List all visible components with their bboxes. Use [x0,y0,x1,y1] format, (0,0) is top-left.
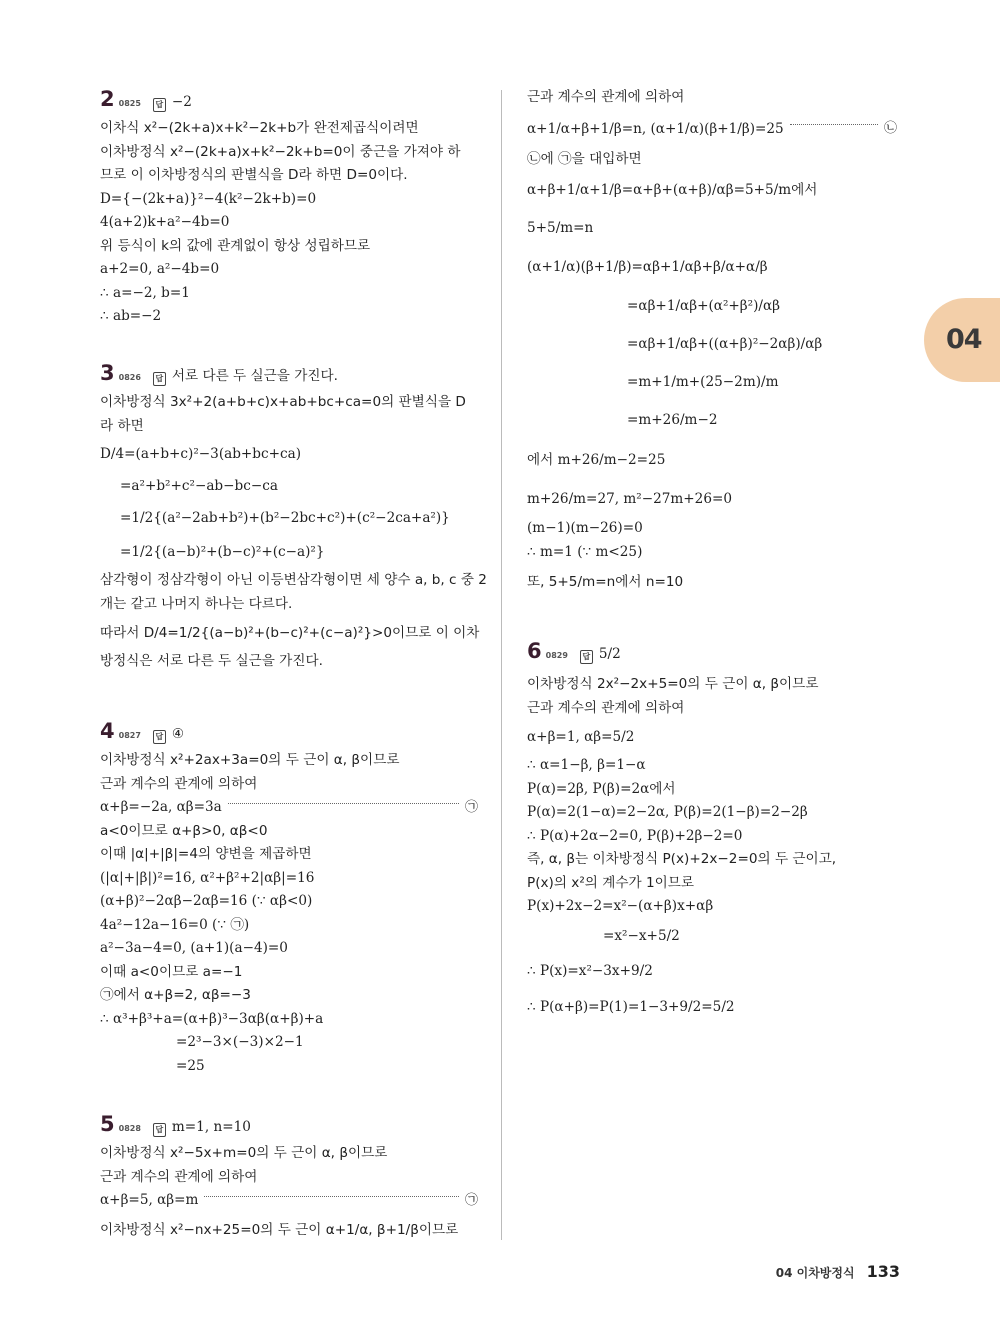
problem-code: 0826 [118,373,141,382]
problem-5-header [100,1111,478,1142]
equation: α+1/α+β+1/β=n, (α+1/α)(β+1/β)=25 [527,120,784,137]
solution-line: 이차방정식 2x²−2x+5=0의 두 근이 α, β이므로 [527,676,819,692]
answer-value: 서로 다른 두 실근을 가진다. [171,368,338,384]
problem-number: 5 [100,1112,115,1136]
solution-line: ∴ ab=−2 [100,308,162,324]
solution-line: D={−(2k+a)}²−4(k²−2k+b)=0 [100,190,317,207]
dot-leader [204,1196,459,1197]
problem-5 [100,1111,478,1247]
problem-code: 0828 [118,1124,141,1133]
solution-line: 위 등식이 k의 값에 관계없이 항상 성립하므로 [100,237,371,254]
solution-line: 개는 같고 나머지 하나는 다르다. [100,595,293,612]
answer-icon: 답 [153,730,166,744]
footer-chapter-title: 04 이차방정식 [775,1266,855,1280]
problem-4 [100,718,478,1078]
solution-line: P(α)=2β, P(β)=2α에서 [527,780,676,797]
solution-line: 이차방정식 x²−5x+m=0의 두 근이 α, β이므로 [100,1145,388,1161]
solution-line: α+β=1, αβ=5/2 [527,729,635,745]
chapter-tab [924,298,1000,382]
equation-marker: ㉡ [883,120,897,136]
solution-line: (α+β)²−2αβ−2αβ=16 (∵ αβ<0) [100,893,313,909]
solution-line: 근과 계수의 관계에 의하여 [100,775,258,792]
solution-line: =2³−3×(−3)×2−1 [176,1034,304,1050]
solution-line: =1/2{(a−b)²+(b−c)²+(c−a)²} [120,544,325,560]
equation: α+β=5, αβ=m [100,1192,199,1208]
solution-line: 이차방정식 3x²+2(a+b+c)x+ab+bc+ca=0의 판별식을 D [100,394,466,410]
problem-6 [527,634,897,1025]
solution-line: P(α)=2(1−α)=2−2α, P(β)=2(1−β)=2−2β [527,804,808,820]
page-number: 133 [866,1262,900,1281]
problem-number: 2 [100,87,115,111]
dot-leader [790,124,878,125]
solution-line: a+2=0, a²−4b=0 [100,261,220,277]
solution-line-marked [100,1189,478,1213]
solution-line: α+β+1/α+1/β=α+β+(α+β)/αβ=5+5/m에서 [527,182,818,198]
problem-code: 0827 [118,731,141,740]
solution-line: 방정식은 서로 다른 두 실근을 가진다. [100,653,323,669]
solution-line: 5+5/m=n [527,220,594,236]
solution-line: a²−3a−4=0, (a+1)(a−4)=0 [100,940,288,956]
column-divider [501,90,502,1240]
solution-line: ∴ α³+β³+a=(α+β)³−3αβ(α+β)+a [100,1010,324,1027]
solution-line: 즉, α, β는 이차방정식 P(x)+2x−2=0의 두 근이고, [527,851,837,867]
problem-5-continued [527,86,897,600]
equation-marker: ㉠ [464,1193,478,1208]
problem-code: 0829 [545,651,568,660]
solution-line: ㉡에 ㉠을 대입하면 [527,150,642,167]
solution-line: 삼각형이 정삼각형이 아닌 이등변삼각형이면 세 양수 a, b, c 중 2 [100,572,487,588]
solution-line: 4(a+2)k+a²−4b=0 [100,214,230,230]
solution-line: 라 하면 [100,417,144,434]
solution-line: 므로 이 이차방정식의 판별식을 D라 하면 D=0이다. [100,167,408,183]
answer-icon: 답 [153,1123,166,1137]
problem-3-header [100,360,478,391]
answer-icon: 답 [153,372,166,386]
solution-line: 근과 계수의 관계에 의하여 [100,1168,258,1185]
solution-line: 4a²−12a−16=0 (∵ ㉠) [100,916,250,933]
solution-line: =25 [176,1057,205,1074]
solution-line: (m−1)(m−26)=0 [527,520,643,536]
solution-line: 또, 5+5/m=n에서 n=10 [527,574,684,590]
solution-line: P(x)의 x²의 계수가 1이므로 [527,874,695,891]
solution-line: 이차식 x²−(2k+a)x+k²−2k+b가 완전제곱식이려면 [100,120,419,136]
solution-line: 이차방정식 x²−(2k+a)x+k²−2k+b=0이 중근을 가져야 하 [100,143,461,160]
answer-icon: 답 [580,650,593,664]
solution-line: a<0이므로 α+β>0, αβ<0 [100,822,268,839]
solution-line: (|α|+|β|)²=16, α²+β²+2|αβ|=16 [100,869,315,886]
solution-line: D/4=(a+b+c)²−3(ab+bc+ca) [100,446,302,462]
solution-line: ∴ P(α)+2α−2=0, P(β)+2β−2=0 [527,827,743,844]
solution-line: =x²−x+5/2 [603,927,680,944]
solution-line: ∴ a=−2, b=1 [100,284,190,301]
solution-line: =αβ+1/αβ+((α+β)²−2αβ)/αβ [627,336,823,352]
solution-line: 이때 a<0이므로 a=−1 [100,963,243,980]
problem-number: 3 [100,361,115,385]
answer-value: 5/2 [598,646,621,662]
chapter-tab-label: 04 [946,324,982,355]
solution-line: P(x)+2x−2=x²−(α+β)x+αβ [527,898,714,914]
solution-line: ∴ α=1−β, β=1−α [527,757,646,773]
solution-line: ∴ P(x)=x²−3x+9/2 [527,962,653,979]
answer-value: m=1, n=10 [171,1119,251,1135]
solution-line: =m+26/m−2 [627,412,718,428]
problem-6-header [527,634,897,673]
solution-line: =αβ+1/αβ+(α²+β²)/αβ [627,298,781,314]
solution-line: 이차방정식 x²+2ax+3a=0의 두 근이 α, β이므로 [100,752,400,768]
problem-4-header [100,718,478,749]
problem-2 [100,86,478,329]
solution-line: 근과 계수의 관계에 의하여 [527,89,685,105]
solution-line: ㉠에서 α+β=2, αβ=−3 [100,987,251,1003]
solution-line: ∴ P(α+β)=P(1)=1−3+9/2=5/2 [527,998,735,1015]
solution-line: 근과 계수의 관계에 의하여 [527,699,685,716]
solution-line: m+26/m=27, m²−27m+26=0 [527,491,733,507]
solution-line: =m+1/m+(25−2m)/m [627,374,779,390]
problem-number: 4 [100,719,115,743]
solution-line: =a²+b²+c²−ab−bc−ca [120,478,278,494]
problem-3 [100,360,487,674]
solution-line: ∴ m=1 (∵ m<25) [527,543,643,560]
answer-value: ④ [171,726,185,742]
answer-icon: 답 [153,98,166,112]
solution-line-marked [100,796,478,820]
equation-marker: ㉠ [464,800,478,815]
solution-line: (α+1/α)(β+1/β)=αβ+1/αβ+β/α+α/β [527,259,768,275]
solution-line: 에서 m+26/m−2=25 [527,452,666,468]
solution-line: 따라서 D/4=1/2{(a−b)²+(b−c)²+(c−a)²}>0이므로 이 이차 [100,625,480,641]
equation: α+β=−2a, αβ=3a [100,799,222,815]
problem-2-header [100,86,478,117]
dot-leader [228,803,459,804]
problem-code: 0825 [118,99,141,108]
answer-value: −2 [171,94,192,110]
solution-line-marked [527,110,897,148]
solution-line: =1/2{(a²−2ab+b²)+(b²−2bc+c²)+(c²−2ca+a²)} [120,510,450,526]
problem-number: 6 [527,639,542,663]
solution-line: 이때 |α|+|β|=4의 양변을 제곱하면 [100,846,312,862]
page-footer [776,1262,900,1281]
solution-line: 이차방정식 x²−nx+25=0의 두 근이 α+1/α, β+1/β이므로 [100,1221,459,1238]
